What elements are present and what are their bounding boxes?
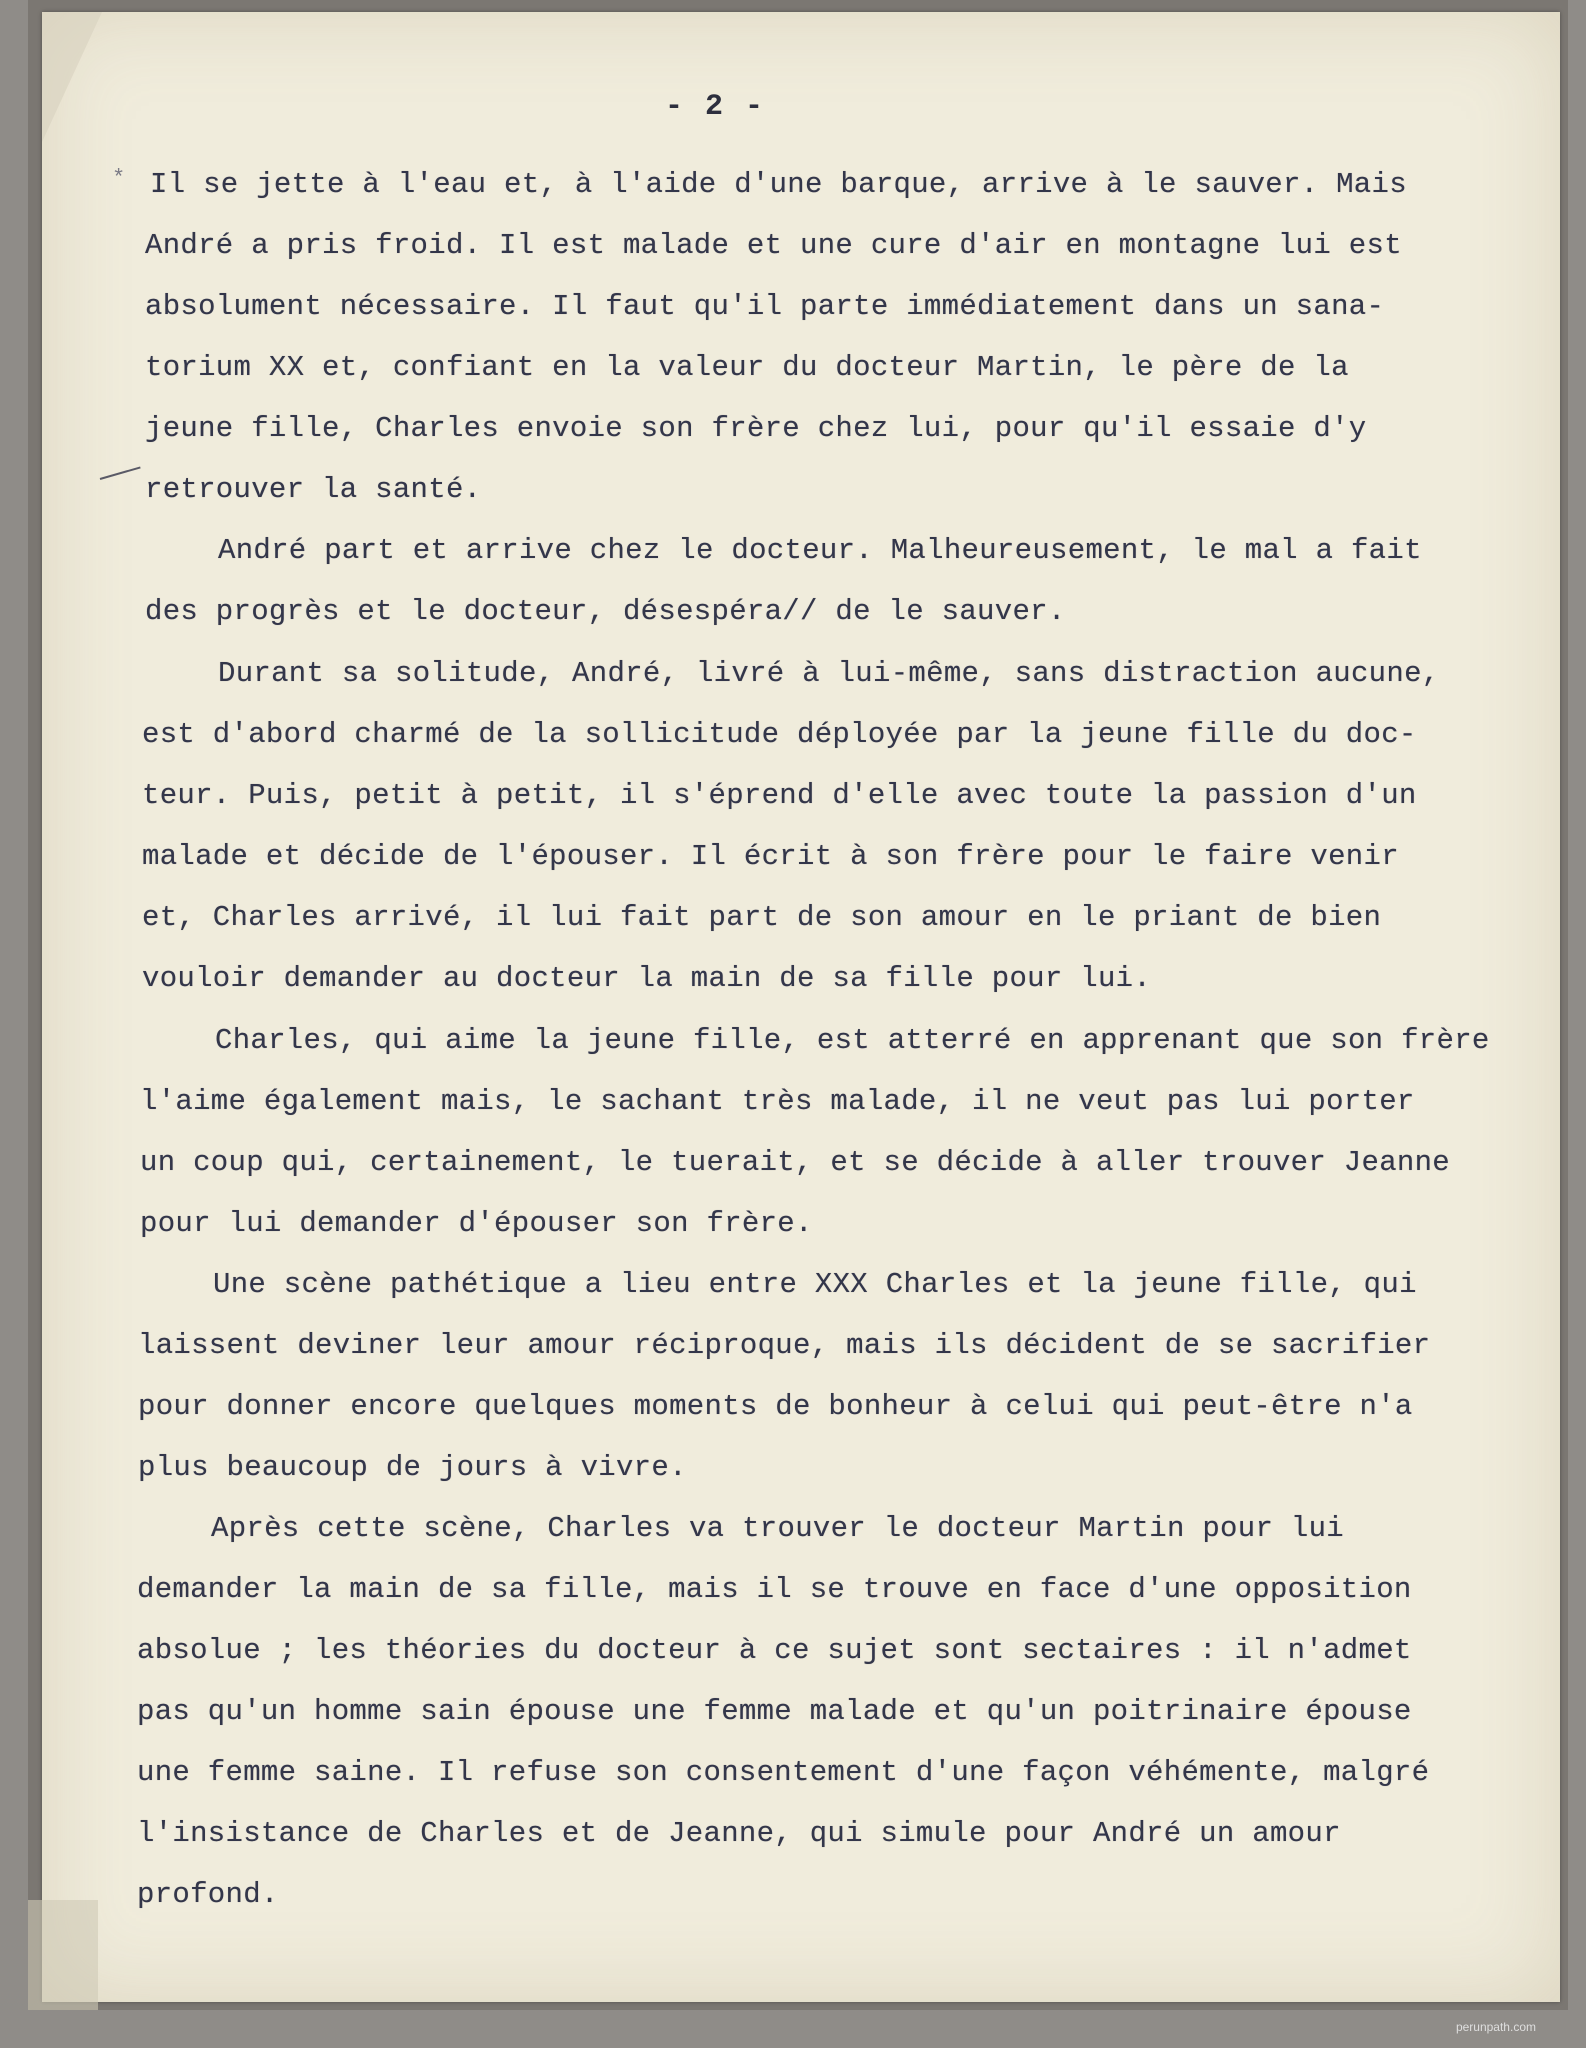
text-line-15: Charles, qui aime la jeune fille, est atterré en apprenant que son frère bbox=[215, 1024, 1490, 1057]
text-line-10: est d'abord charmé de la sollicitude déployée par la jeune fille du doc- bbox=[142, 718, 1417, 751]
text-line-1: Il se jette à l'eau et, à l'aide d'une barque, arrive à le sauver. Mais bbox=[150, 168, 1407, 201]
text-line-5: jeune fille, Charles envoie son frère chez lui, pour qu'il essaie d'y bbox=[145, 412, 1367, 445]
text-line-14: vouloir demander au docteur la main de sa fille pour lui. bbox=[142, 962, 1152, 995]
text-line-25: absolue ; les théories du docteur à ce sujet sont sectaires : il n'admet bbox=[137, 1634, 1412, 1667]
page-number: - 2 - bbox=[664, 90, 765, 124]
text-line-21: pour donner encore quelques moments de bonheur à celui qui peut-être n'a bbox=[138, 1390, 1413, 1423]
text-line-3: absolument nécessaire. Il faut qu'il parte immédiatement dans un sana- bbox=[145, 290, 1385, 323]
text-line-13: et, Charles arrivé, il lui fait part de son amour en le priant de bien bbox=[142, 901, 1382, 934]
text-line-19: Une scène pathétique a lieu entre XXX Charles et la jeune fille, qui bbox=[213, 1268, 1417, 1301]
text-line-4: torium XX et, confiant en la valeur du docteur Martin, le père de la bbox=[145, 351, 1349, 384]
text-line-23: Après cette scène, Charles va trouver le docteur Martin pour lui bbox=[211, 1512, 1344, 1545]
text-line-2: André a pris froid. Il est malade et une cure d'air en montagne lui est bbox=[145, 229, 1402, 262]
site-watermark: perunpath.com bbox=[1455, 2020, 1536, 2034]
text-line-17: un coup qui, certainement, le tuerait, et se décide à aller trouver Jeanne bbox=[140, 1146, 1451, 1179]
text-line-16: l'aime également mais, le sachant très malade, il ne veut pas lui porter bbox=[140, 1085, 1415, 1118]
text-line-29: profond. bbox=[137, 1878, 279, 1911]
text-line-11: teur. Puis, petit à petit, il s'éprend d'elle avec toute la passion d'un bbox=[142, 779, 1417, 812]
text-line-28: l'insistance de Charles et de Jeanne, qui simule pour André un amour bbox=[137, 1817, 1341, 1850]
text-line-6: retrouver la santé. bbox=[145, 473, 482, 506]
text-line-20: laissent deviner leur amour réciproque, mais ils décident de se sacrifier bbox=[138, 1329, 1431, 1362]
paper-edge-strip bbox=[28, 1900, 98, 2010]
text-line-7: André part et arrive chez le docteur. Malheureusement, le mal a fait bbox=[218, 534, 1422, 567]
text-line-22: plus beaucoup de jours à vivre. bbox=[138, 1451, 687, 1484]
text-line-24: demander la main de sa fille, mais il se trouve en face d'une opposition bbox=[137, 1573, 1412, 1606]
text-line-9: Durant sa solitude, André, livré à lui-même, sans distraction aucune, bbox=[218, 657, 1440, 690]
text-line-12: malade et décide de l'épouser. Il écrit à son frère pour le faire venir bbox=[142, 840, 1399, 873]
text-line-27: une femme saine. Il refuse son consentement d'une façon véhémente, malgré bbox=[137, 1756, 1430, 1789]
text-line-26: pas qu'un homme sain épouse une femme malade et qu'un poitrinaire épouse bbox=[137, 1695, 1412, 1728]
margin-asterisk-icon: * bbox=[112, 166, 126, 191]
text-line-18: pour lui demander d'épouser son frère. bbox=[140, 1207, 813, 1240]
text-line-8: des progrès et le docteur, désespéra// de le sauver. bbox=[145, 595, 1066, 628]
